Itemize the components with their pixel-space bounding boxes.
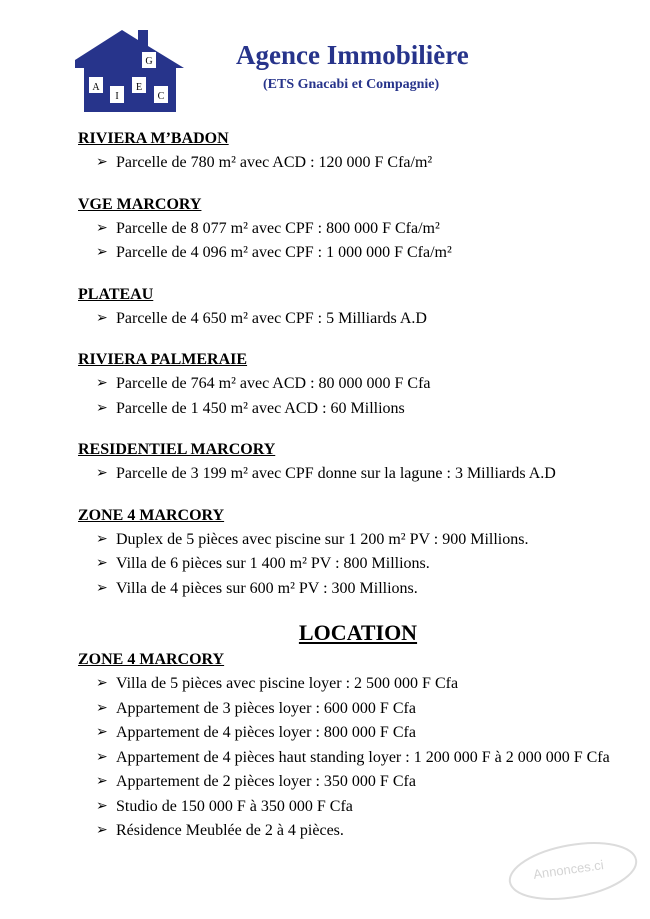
list-item [78,462,638,487]
section-heading: PLATEAU [78,285,154,303]
list-item-text: Studio de 150 000 F à 350 000 F Cfa [116,797,353,815]
list-item [78,372,638,397]
list-item [78,397,638,422]
sale-sections [78,130,638,601]
logo-letter-i: I [115,91,119,102]
logo-letter-g: G [145,56,153,67]
list-item-text: Appartement de 4 pièces haut standing loyer : 1 200 000 F à 2 000 000 F Cfa [116,748,610,766]
arrow-bullet-icon: ➢ [96,725,108,740]
list-item-text: Parcelle de 8 077 m² avec CPF : 800 000 F Cfa/m² [116,219,440,237]
list-item [78,577,638,602]
watermark-text: Annonces.ci [532,857,605,882]
section-heading: RIVIERA PALMERAIE [78,351,248,368]
agency-title: Agence Immobilière [236,40,469,70]
list-item [78,770,638,795]
arrow-bullet-icon: ➢ [96,400,108,416]
sale-section [78,286,638,332]
list-item-text: Résidence Meublée de 2 à 4 pièces. [116,822,344,839]
agency-logo-house [72,28,186,114]
arrow-bullet-icon: ➢ [96,749,108,765]
section-list [78,307,638,332]
list-item-text: Parcelle de 4 650 m² avec CPF : 5 Milliards A.D [116,309,427,327]
sale-section [78,130,638,176]
list-item-text: Parcelle de 4 096 m² avec CPF : 1 000 000 F Cfa/m² [116,244,452,261]
listing-content [78,130,638,844]
list-item-text: Appartement de 4 pièces loyer : 800 000 F Cfa [116,724,416,741]
list-item-text: Parcelle de 780 m² avec ACD : 120 000 F Cfa/m² [116,154,433,171]
arrow-bullet-icon: ➢ [96,823,108,838]
arrow-bullet-icon: ➢ [96,774,108,789]
list-item-text: Parcelle de 764 m² avec ACD : 80 000 000 F Cfa [116,375,431,392]
sale-section [78,351,638,421]
list-item-text: Parcelle de 1 450 m² avec ACD : 60 Millions [116,399,405,417]
section-list [78,372,638,421]
list-item-text: Villa de 4 pièces sur 600 m² PV : 300 Millions. [116,579,418,597]
list-item-text: Villa de 5 pièces avec piscine loyer : 2 500 000 F Cfa [116,675,459,692]
list-item [78,217,638,242]
list-item [78,241,638,266]
list-item [78,746,638,771]
list-item-text: Villa de 6 pièces sur 1 400 m² PV : 800 Millions. [116,555,430,572]
arrow-bullet-icon: ➢ [96,155,108,170]
sale-section [78,441,638,487]
arrow-bullet-icon: ➢ [96,531,108,547]
section-list [78,217,638,266]
logo-letter-c: C [157,91,165,102]
section-heading: RIVIERA M’BADON [78,130,229,147]
list-item [78,697,638,722]
arrow-bullet-icon: ➢ [96,220,108,236]
sale-section [78,196,638,266]
list-item [78,552,638,577]
location-section [78,651,638,844]
arrow-bullet-icon: ➢ [96,700,108,716]
list-item [78,721,638,746]
arrow-bullet-icon: ➢ [96,310,108,326]
arrow-bullet-icon: ➢ [96,466,108,481]
section-list [78,462,638,487]
section-heading: ZONE 4 MARCORY [78,506,225,524]
list-item [78,795,638,820]
section-heading: RESIDENTIEL MARCORY [78,441,276,458]
section-list [78,151,638,176]
logo-letter-a: A [92,82,100,93]
list-item-text: Appartement de 3 pièces loyer : 600 000 F Cfa [116,699,416,717]
logo-letter-e: E [135,82,143,93]
list-item [78,307,638,332]
list-item-text: Duplex de 5 pièces avec piscine sur 1 200 m² PV : 900 Millions. [116,530,529,548]
arrow-bullet-icon: ➢ [96,376,108,391]
list-item [78,672,638,697]
sale-section [78,507,638,602]
agency-subtitle: (ETS Gnacabi et Compagnie) [263,77,440,92]
arrow-bullet-icon: ➢ [96,556,108,571]
list-item [78,151,638,176]
arrow-bullet-icon: ➢ [96,245,108,260]
list-item-text: Appartement de 2 pièces loyer : 350 000 F Cfa [116,773,416,790]
arrow-bullet-icon: ➢ [96,798,108,814]
arrow-bullet-icon: ➢ [96,580,108,596]
arrow-bullet-icon: ➢ [96,676,108,691]
section-heading: VGE MARCORY [78,195,202,213]
list-item-text: Parcelle de 3 199 m² avec CPF donne sur la lagune : 3 Milliards A.D [116,465,556,482]
location-heading: ZONE 4 MARCORY [78,651,225,668]
section-list [78,528,638,602]
location-title: LOCATION [298,620,418,645]
list-item [78,528,638,553]
location-list [78,672,638,844]
